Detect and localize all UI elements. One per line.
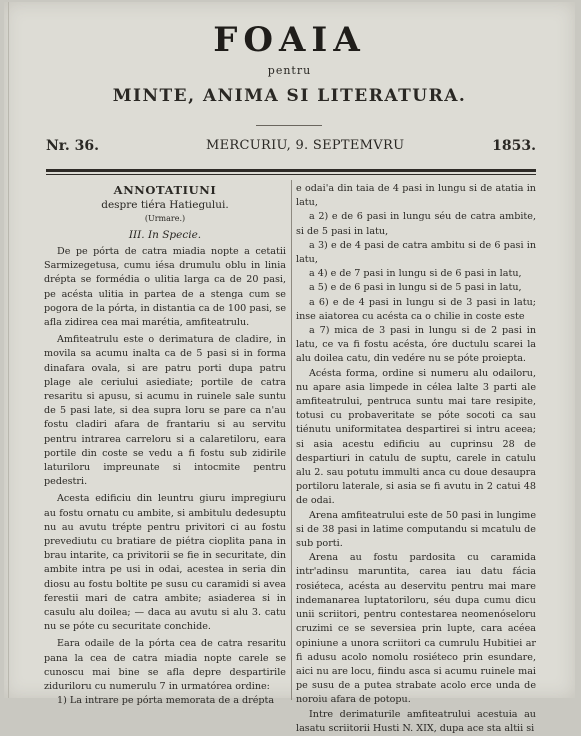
newspaper-page: [4, 2, 575, 734]
paragraph: Arena amfiteatrului este de 50 pasi in lungime si de 38 pasi in latime computandu si mcatulu de sub porti.: [296, 509, 536, 550]
paragraph: De pe pórta de catra miadia nopte a cetatii Sarmizegetusa, cumu iésa drumulu oblu in linia drépta se formédia o ulitia larga ca de 20 pasi, pe acésta ulitia in partea de a stenga cum se pogora de la pórta, in distantia ca de 100 pasi, se afla zidirea cea mai marétia, amfiteatrulu.: [44, 246, 286, 329]
list-item: a 6) e de 4 pasi in lungu si de 3 pasi in latu; inse aiatorea cu acésta ca o chilie in coste este: [296, 296, 536, 322]
list-item: a 4) e de 7 pasi in lungu si de 6 pasi in latu,: [309, 268, 522, 280]
list-item: a 5) e de 6 pasi in lungu si de 5 pasi in latu,: [309, 282, 522, 294]
paragraph: Amfiteatrulu este o derimatura de cladire, in movila sa acumu inalta ca de 5 pasi si in forma dinafara ovala, si are patru porti dupa patru plage ale ceriului asiediate; portile de catra resaritu si apusu, si acumu in ruinele sale suntu de 5 pasi late, si dea supra loru se pare ca n'au fostu cladiri afara de frantariu si au servitu pentru intrarea carreloru si a calaretiloru, earа portile din coste se vedu a fi fostu sub zidirile laturiloru impreunate si intocmite pentru pedestri.: [44, 334, 286, 488]
article-title: ANNOTATIUNI: [113, 183, 217, 197]
article-section-heading: III. In Specie.: [128, 229, 202, 241]
paragraph: 1) La intrare pe pórta memorata de a drépta: [57, 695, 275, 707]
right-column: [296, 182, 536, 736]
paragraph: Intre derimaturile amfiteatrului acestuia au lasatu scriitorii Husti N. XIX, dupa ace sta altii si: [296, 708, 536, 734]
binding-edge: [8, 2, 9, 698]
paragraph: e odai'a din taia de 4 pasi in lungu si de atatia in latu,: [296, 183, 536, 209]
issue-date: MERCURIU, 9. SEPTEMVRU: [206, 138, 405, 153]
paragraph: Arena au fostu pardosita cu caramida intr'adinsu maruntita, carea iau datu fácia rosiétеca, acésta au deservitu pentru mai mare indemanarea luptatoriloru, séu dupa cumu dicu unii scriitori, pentru contestarea neomenóseloru cruzimi ce se seversiea prin lupte, cara acéea opiniune a unora scriitori ca cumrulu Hubitiei ar fi adusu acolo nomolu rosiéteco prin esundare, aici nu are locu, fiindu asca si acumu ruinele mai pe susu de a putea strabate acolo erce unda de noroiu afara de potopu.: [296, 552, 536, 706]
article-subtitle: despre tiéra Hatiegului.: [101, 199, 229, 211]
issue-year: 1853.: [492, 138, 536, 154]
masthead-divider: [256, 125, 322, 126]
issue-line: [46, 138, 536, 158]
list-item: a 7) mica de 3 pasi in lungu si de 2 pasi in latu, ce va fi fostu acésta, óre ductulu scarei la alu doilea catu, din vedére nu se póte proiepta.: [296, 325, 536, 365]
paragraph: Acesta edificiu din leuntru giuru impregiuru au fostu ornatu cu ambite, si ambitulu dedesuptu nu au avutu trépte pentru privitori ci au fostu prevediutu cu bratiare de piétra cioplita pana in brau intarite, ca privitorii se fie in securitate, din ambite intra pe usi in odai, acestea in seria din diosu au fostu boltite pe susu cu caramidi si avea ferestii mari de catra ambite; asiaderea si in casulu alu doilea; — daca au avutu si alu 3. catu nu se póte cu securitate conchide.: [44, 493, 286, 633]
paragraph: Eara odaile de la pórta cea de catra resaritu pana la cea de catra miadia nopte carele se cunoscu mai bine se afla depre despartirile ziduriloru cu numerulu 7 in urmatórea ordine:: [44, 638, 286, 693]
issue-number: Nr. 36.: [46, 138, 99, 154]
header-rule-thin: [46, 174, 536, 175]
masthead-title: FOAIA: [213, 20, 366, 60]
left-column: [44, 180, 286, 709]
column-divider: [291, 180, 292, 700]
paragraph: Acésta forma, ordine si numeru alu odailoru, nu apare asia limpede in célea lalte 3 parti ale amfiteatrului, pentruca suntu mai tare resipite, totusi cu probaveritate se póte socoti ca sau tiénutu uniformitatea despartirei si intru aceea; si asia acestu edificiu au cuprinsu 28 de despartiuri in catulu de suptu, carele in catulu alu 2. sau potutu immulti anca cu doue desaupra portiloru laterale, si asia se fi avutu in 2 catui 48 de odai.: [296, 367, 536, 507]
article-continuation: (Urmare.): [144, 214, 186, 223]
masthead-pentru: pentru: [267, 64, 312, 77]
masthead-subtitle: MINTE, ANIMA SI LITERATURA.: [112, 86, 467, 106]
list-item: a 3) e de 4 pasi de catra ambitu si de 6 pasi in latu,: [296, 239, 536, 266]
list-item: a 2) e de 6 pasi in lungu séu de catra ambite, si de 5 pasi in latu,: [296, 211, 536, 237]
header-rule-thick: [46, 169, 536, 172]
